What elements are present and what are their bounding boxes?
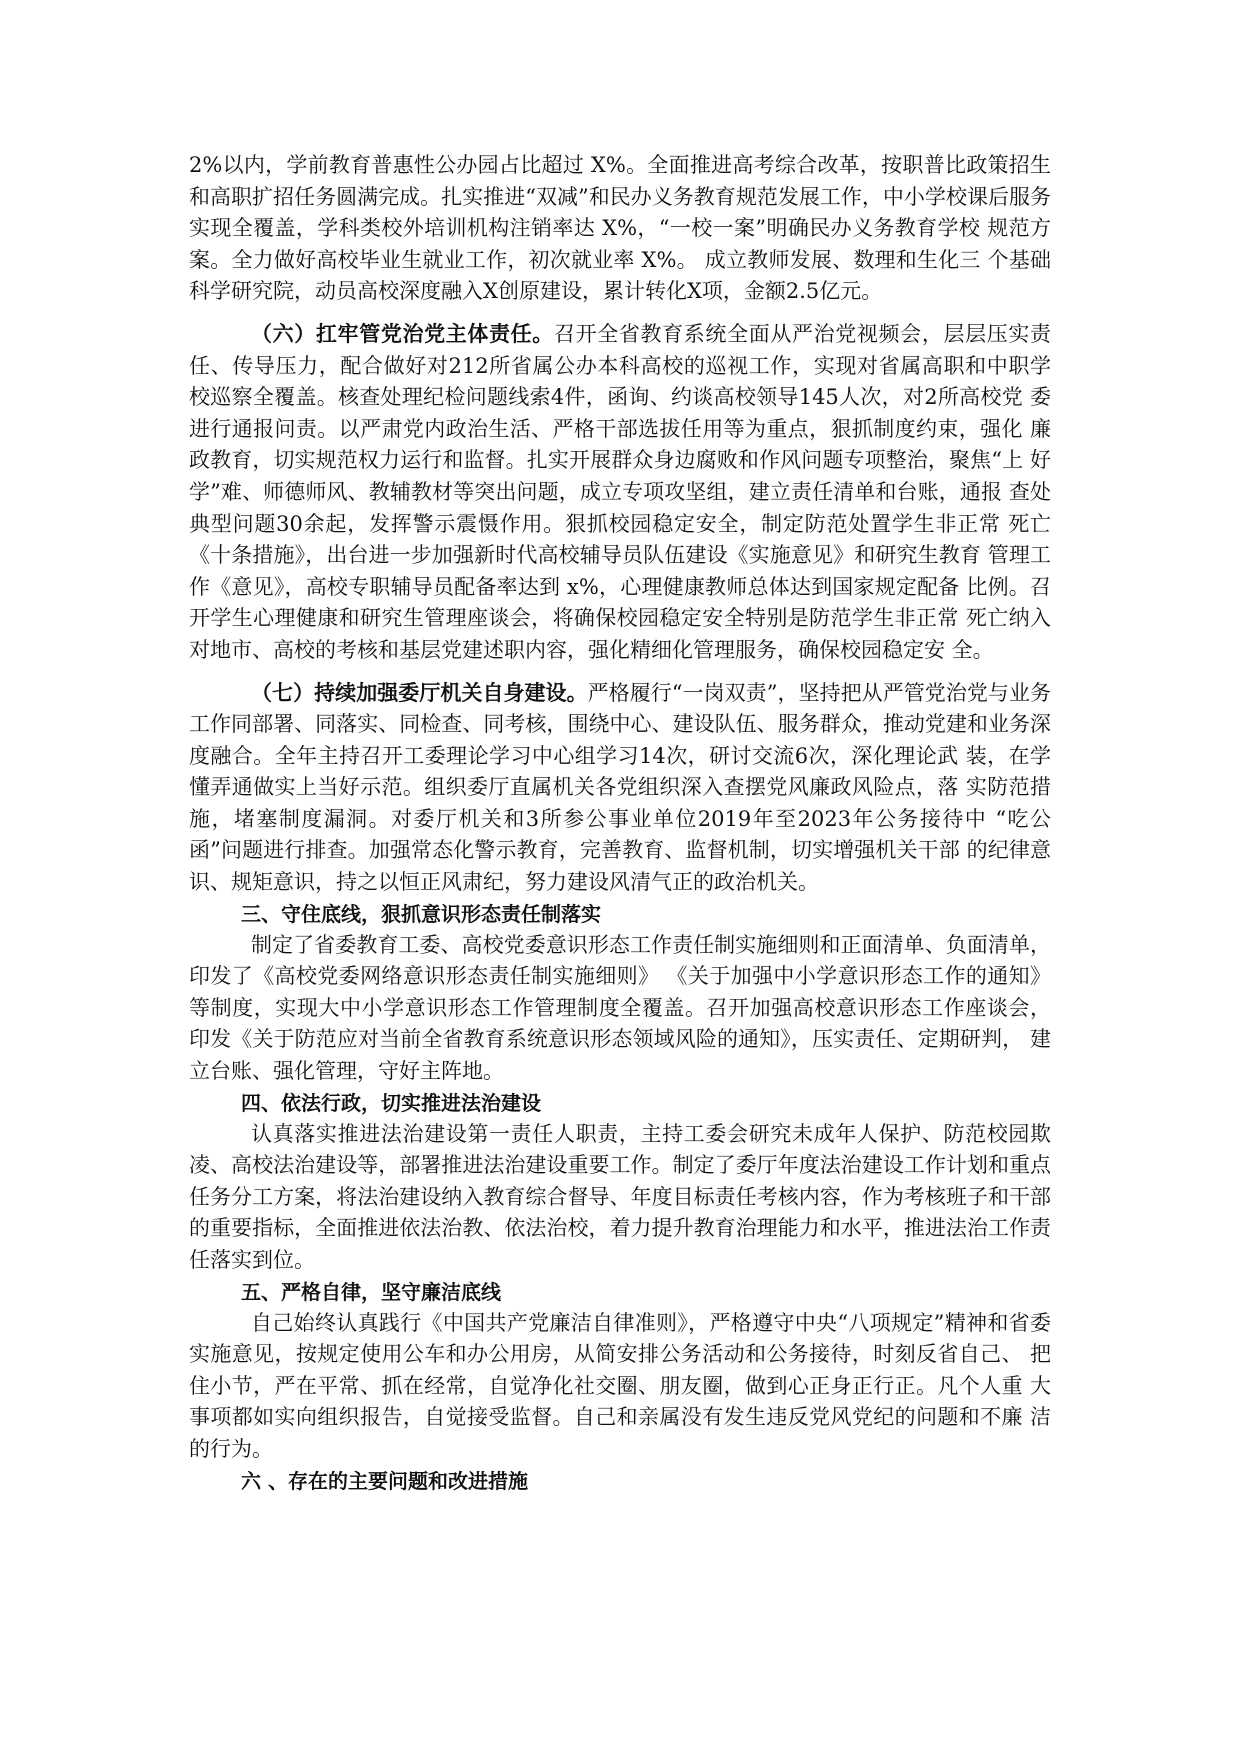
- paragraph-education-reform: [189, 150, 1051, 308]
- section-heading-problems: 六 、存在的主要问题和改进措施: [241, 1468, 528, 1493]
- section-heading-integrity: 五、严格自律，坚守廉洁底线: [241, 1279, 501, 1304]
- paragraph-office-building: [189, 677, 1051, 899]
- section-heading-rule-of-law: 四、依法行政，切实推进法治建设: [241, 1090, 541, 1115]
- paragraph-text: 2%以内，学前教育普惠性公办园占比超过 X%。全面推进高考综合改革，按职普比政策招生和高职扩招任务圆满完成。扎实推进“双减”和民办义务教育规范发展工作，中小学校课后服务实现全覆盖，学科类校外培训机构注销率达 X%，“一校一案”明确民办义务教育学校 规范方案。全力做好高校毕业生就业工作，初次就业率 X%。 成立教师发展、数理和生化三 个基础科学研究院，动员高校深度融入X创原建设，累计转化X项，金额2.5亿元。: [189, 153, 1051, 304]
- paragraph-integrity: [189, 1308, 1051, 1466]
- paragraph-text: 制定了省委教育工委、高校党委意识形态工作责任制实施细则和正面清单、负面清单，印发了《高校党委网络意识形态责任制实施细则》 《关于加强中小学意识形态工作的通知》 等制度，实现大中小学意识形态工作管理制度全覆盖。召开加强高校意识形态工作座谈会， 印发《关于防范应对当前全省教育系统意识形态领域风险的通知》，压实责任、定期研判， 建立台账、强化管理，守好主阵地。: [189, 932, 1051, 1084]
- paragraph-ideology: [189, 930, 1051, 1088]
- paragraph-text: 召开全省教育系统全面从严治党视频会，层层压实责任、传导压力，配合做好对212所省属公办本科高校的巡视工作，实现对省属高职和中职学 校巡察全覆盖。核查处理纪检问题线索4件，函询、约谈高校领导145人次，对2所高校党 委进行通报问责。以严肃党内政治生活、严格干部选拔任用等为重点，狠抓制度约束，强化 廉政教育，切实规范权力运行和监督。扎实开展群众身边腐败和作风问题专项整治，聚焦“上 好学”难、师德师风、教辅教材等突出问题，成立专项攻坚组，建立责任清单和台账，通报 查处典型问题30余起，发挥警示震慑作用。狠抓校园稳定安全，制定防范处置学生非正常 死亡《十条措施》，出台进一步加强新时代高校辅导员队伍建设《实施意见》和研究生教育 管理工作《意见》，高校专职辅导员配备率达到 x%，心理健康教师总体达到国家规定配备 比例。召开学生心理健康和研究生管理座谈会，将确保校园稳定安全特别是防范学生非正常 死亡纳入对地市、高校的考核和基层党建述职内容，强化精细化管理服务，确保校园稳定安 全。: [189, 321, 1052, 662]
- paragraph-text: 认真落实推进法治建设第一责任人职责，主持工委会研究未成年人保护、防范校园欺凌、高校法治建设等，部署推进法治建设重要工作。制定了委厅年度法治建设工作计划和重点任务分工方案，将法治建设纳入教育综合督导、年度目标责任考核内容，作为考核班子和干部的重要指标，全面推进依法治教、依法治校，着力提升教育治理能力和水平，推进法治工作责任落实到位。: [189, 1121, 1051, 1272]
- document-page: [189, 150, 1051, 1497]
- paragraph-lead-title: （七）持续加强委厅机关自身建设。: [251, 679, 588, 705]
- paragraph-text: 自己始终认真践行《中国共产党廉洁自律准则》，严格遵守中央“八项规定”精神和省委实施意见，按规定使用公车和办公用房，从简安排公务活动和公务接待，时刻反省自己、 把住小节，严在平常、抓在经常，自觉净化社交圈、朋友圈，做到心正身正行正。凡个人重 大事项都如实向组织报告，自觉接受监督。自己和亲属没有发生违反党风党纪的问题和不廉 洁的行为。: [189, 1310, 1051, 1461]
- paragraph-text: 严格履行“一岗双责”，坚持把从严管党治党与业务工作同部署、同落实、同检查、同考核，围绕中心、建设队伍、服务群众，推动党建和业务深度融合。全年主持召开工委理论学习中心组学习14次，研讨交流6次，深化理论武 装，在学懂弄通做实上当好示范。组织委厅直属机关各党组织深入查摆党风廉政风险点，落 实防范措施，堵塞制度漏洞。对委厅机关和3所参公事业单位2019年至2023年公务接待中 “吃公函”问题进行排查。加强常态化警示教育，完善教育、监督机制，切实增强机关干部 的纪律意识、规矩意识，持之以恒正风肃纪，努力建设风清气正的政治机关。: [189, 680, 1051, 895]
- paragraph-party-responsibility: [189, 318, 1051, 667]
- section-heading-ideology: 三、守住底线，狠抓意识形态责任制落实: [241, 901, 601, 926]
- paragraph-lead-title: （六）扛牢管党治党主体责任。: [251, 320, 554, 346]
- paragraph-rule-of-law: [189, 1119, 1051, 1277]
